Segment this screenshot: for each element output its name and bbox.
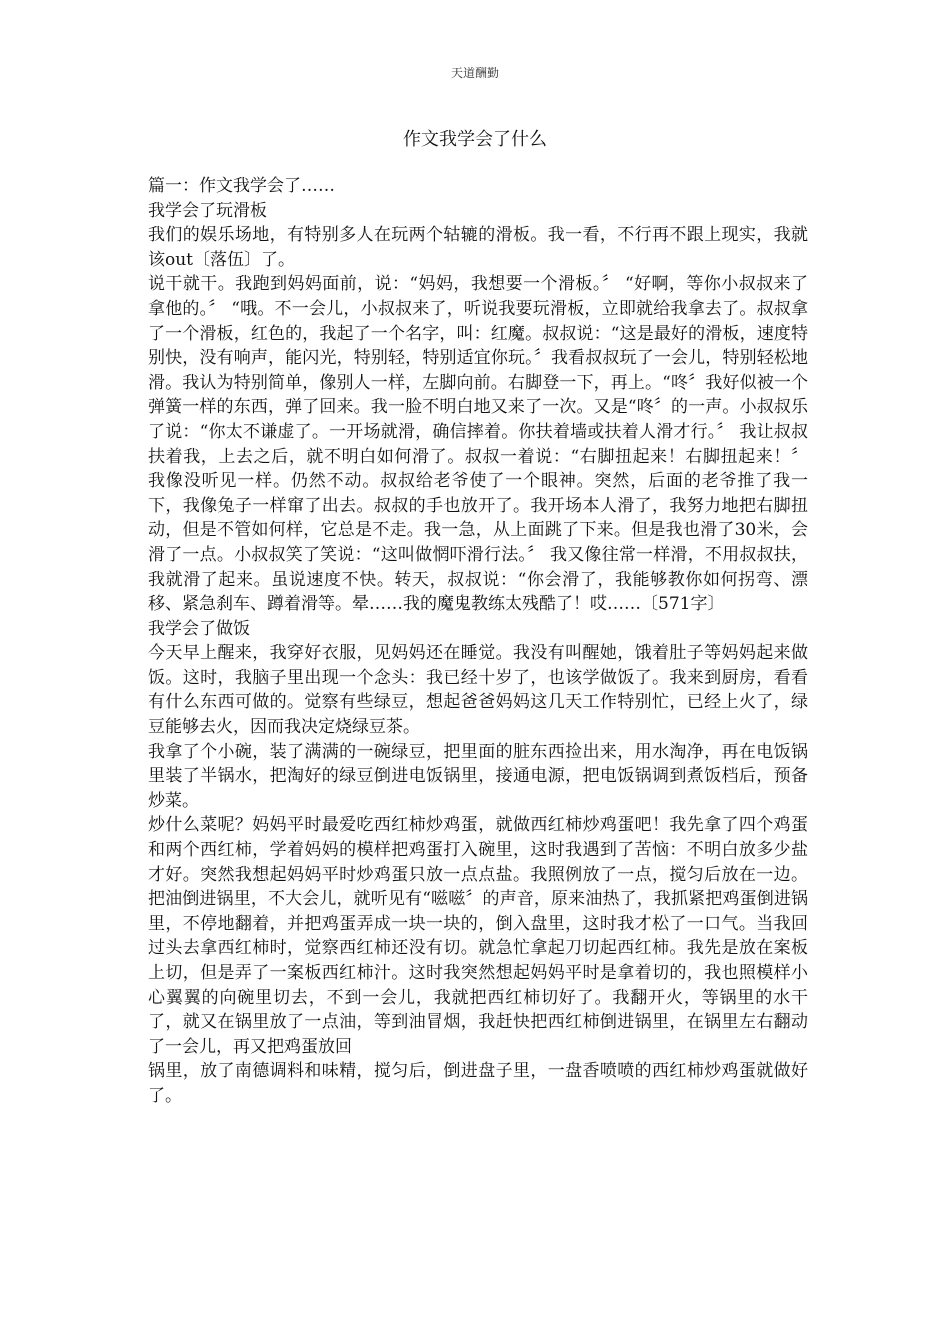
subheading: 我学会了玩滑板 bbox=[148, 200, 267, 221]
paragraph: 我们的娱乐场地，有特别多人在玩两个轱辘的滑板。我一看，不行再不跟上现实，我就该out〔落伍〕了。 bbox=[148, 225, 808, 270]
subheading: 我学会了做饭 bbox=[148, 618, 250, 639]
paragraph: 说干就干。我跑到妈妈面前，说：“妈妈，我想要一个滑板。〞 “好啊，等你小叔叔来了拿他的。〞 “哦。不一会儿，小叔叔来了，听说我要玩滑板，立即就给我拿去了。叔叔拿了一个滑板，红色的，我起了一个名字，叫：红魔。叔叔说：“这是最好的滑板，速度特别快，没有响声，能闪光，特别轻，特别适宜你玩。〞我看叔叔玩了一会儿，特别轻松地滑。我认为特别简单，像别人一样，左脚向前。右脚登一下，再上。“咚〞我好似被一个弹簧一样的东西，弹了回来。我一脸不明白地又来了一次。又是“咚〞的一声。小叔叔乐了说：“你太不谦虚了。一开场就滑，确信摔着。你扶着墙或扶着人滑才行。〞 我让叔叔扶着我，上去之后，就不明白如何滑了。叔叔一着说：“右脚扭起来！右脚扭起来！〞 我像没听见一样。仍然不动。叔叔给老爷使了一个眼神。突然，后面的老爷推了我一下，我像兔子一样窜了出去。叔叔的手也放开了。我开场本人滑了，我努力地把右脚扭动，但是不管如何样，它总是不走。我一急，从上面跳了下来。但是我也滑了30米，会滑了一点。小叔叔笑了笑说：“这叫做惘吓滑行法。〞 我又像往常一样滑，不用叔叔扶，我就滑了起来。虽说速度不快。转天，叔叔说：“你会滑了，我能够教你如何拐弯、漂移、紧急刹车、蹲着滑等。晕……我的魔鬼教练太残酷了！哎……〔571字〕 bbox=[148, 274, 808, 615]
paragraph: 我拿了个小碗，装了满满的一碗绿豆，把里面的脏东西捡出来，用水淘净，再在电饭锅里装了半锅水，把淘好的绿豆倒进电饭锅里，接通电源，把电饭锅调到煮饭档后，预备炒菜。 bbox=[148, 741, 808, 811]
paragraph: 锅里，放了南德调料和味精，搅匀后，倒进盘子里，一盘香喷喷的西红柿炒鸡蛋就做好了。 bbox=[148, 1061, 808, 1106]
paragraph: 炒什么菜呢？妈妈平时最爱吃西红柿炒鸡蛋，就做西红柿炒鸡蛋吧！我先拿了四个鸡蛋和两个西红柿，学着妈妈的模样把鸡蛋打入碗里，这时我遇到了苦恼：不明白放多少盐才好。突然我想起妈妈平时炒鸡蛋只放一点点盐。我照例放了一点，搅匀后放在一边。把油倒进锅里，不大会儿，就听见有“嗞嗞〞的声音，原来油热了，我抓紧把鸡蛋倒进锅里，不停地翻着，并把鸡蛋弄成一块一块的，倒入盘里，这时我才松了一口气。当我回过头去拿西红柿时，觉察西红柿还没有切。就急忙拿起刀切起西红柿。我先是放在案板上切，但是弄了一案板西红柿汁。这时我突然想起妈妈平时是拿着切的，我也照模样小心翼翼的向碗里切去，不到一会儿，我就把西红柿切好了。我翻开火，等锅里的水干了，就又在锅里放了一点油，等到油冒烟，我赶快把西红柿倒进锅里，在锅里左右翻动了一会儿，再又把鸡蛋放回 bbox=[148, 815, 808, 1057]
document-body bbox=[148, 174, 808, 1109]
paragraph: 今天早上醒来，我穿好衣服，见妈妈还在睡觉。我没有叫醒她，饿着肚子等妈妈起来做饭。这时，我脑子里出现一个念头：我已经十岁了，也该学做饭了。我来到厨房，看看有什么东西可做的。觉察有些绿豆，想起爸爸妈妈这几天工作特别忙，已经上火了，绿豆能够去火，因而我决定烧绿豆茶。 bbox=[148, 643, 808, 738]
page-header: 天道酬勤 bbox=[450, 66, 499, 80]
document-title: 作文我学会了什么 bbox=[403, 129, 547, 150]
section-heading: 篇一：作文我学会了…… bbox=[148, 176, 335, 196]
